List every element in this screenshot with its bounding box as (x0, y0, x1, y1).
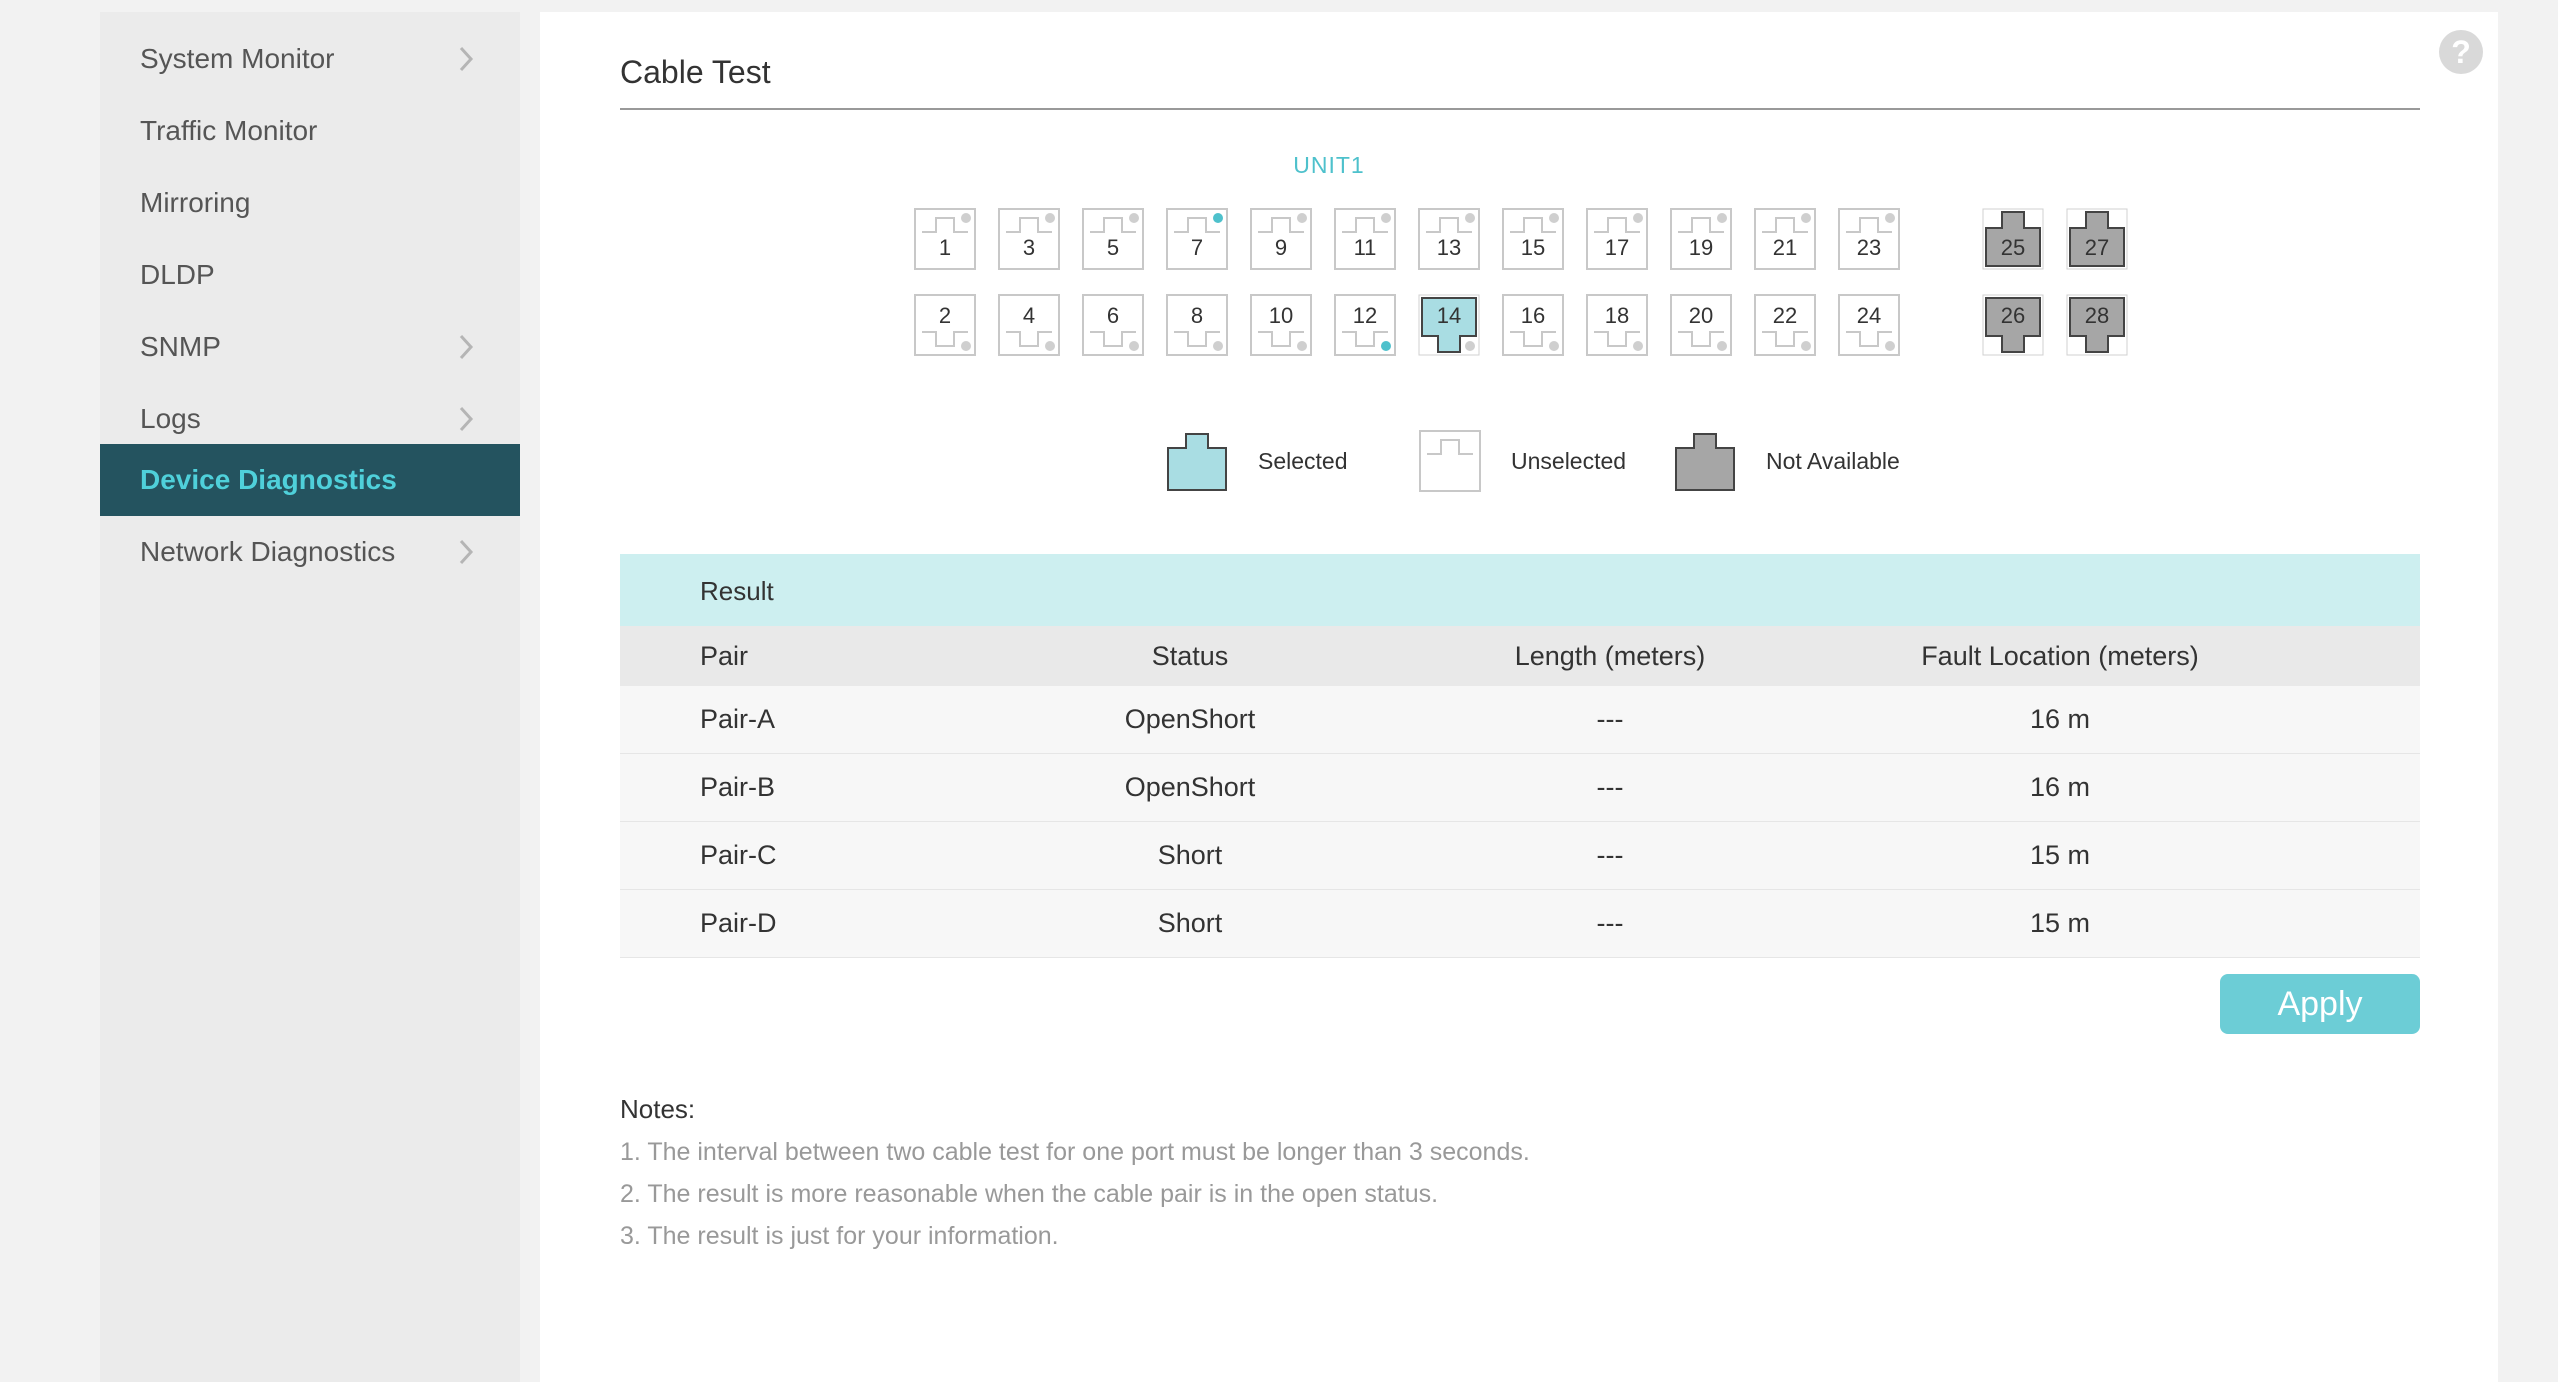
notes-title: Notes: (620, 1094, 696, 1124)
port-unselected-icon (1419, 430, 1481, 492)
result-header (620, 554, 2420, 626)
port-not-available-icon (1674, 430, 1736, 492)
port-number-label: 24 (1856, 303, 1882, 328)
sidebar-nav (100, 12, 520, 1382)
port-number-label: 2 (938, 303, 952, 328)
length-cell: --- (1596, 704, 1624, 734)
port-7[interactable] (1166, 208, 1228, 270)
port-25 (1982, 208, 2044, 270)
table-row (620, 754, 2420, 822)
title-divider (620, 108, 2420, 110)
help-icon[interactable]: ? (2439, 30, 2483, 74)
port-26 (1982, 294, 2044, 356)
sidebar-item-dldp[interactable] (100, 239, 520, 311)
port-2[interactable] (914, 294, 976, 356)
port-number-label: 21 (1772, 235, 1798, 260)
sidebar-item-label: Mirroring (140, 187, 251, 218)
sidebar-item-system-monitor[interactable] (100, 23, 520, 95)
port-3[interactable] (998, 208, 1060, 270)
port-number-label: 25 (2000, 235, 2026, 260)
sidebar-item-label: Logs (140, 403, 201, 434)
port-number-label: 17 (1604, 235, 1630, 260)
chevron-right-icon (452, 45, 480, 73)
port-number-label: 19 (1688, 235, 1714, 260)
port-number-label: 1 (938, 235, 952, 260)
legend-selected (1166, 430, 1348, 492)
port-number-label: 11 (1353, 235, 1377, 260)
column-header-status: Status (1151, 640, 1229, 671)
port-28 (2066, 294, 2128, 356)
fault-location-cell: 16 m (2029, 772, 2091, 802)
column-header-length: Length (meters) (1514, 640, 1706, 671)
port-number-label: 16 (1520, 303, 1546, 328)
port-number-label: 6 (1106, 303, 1120, 328)
port-number-label: 10 (1268, 303, 1294, 328)
port-17[interactable] (1586, 208, 1648, 270)
note-item: 1. The interval between two cable test for one port must be longer than 3 seconds. (620, 1138, 1530, 1166)
port-number-label: 22 (1772, 303, 1798, 328)
port-number-label: 20 (1688, 303, 1714, 328)
port-22[interactable] (1754, 294, 1816, 356)
port-14[interactable] (1418, 294, 1480, 356)
port-number-label: 27 (2084, 235, 2110, 260)
port-number-label: 26 (2000, 303, 2026, 328)
sidebar-item-network-diagnostics[interactable] (100, 516, 520, 588)
port-10[interactable] (1250, 294, 1312, 356)
column-header-fault-location: Fault Location (meters) (1921, 640, 2199, 671)
port-20[interactable] (1670, 294, 1732, 356)
note-item: 3. The result is just for your information. (620, 1222, 1059, 1250)
port-number-label: 12 (1352, 303, 1378, 328)
column-header-pair: Pair (700, 640, 749, 671)
port-27 (2066, 208, 2128, 270)
pair-cell: Pair-D (700, 908, 777, 938)
sidebar-item-label: Network Diagnostics (140, 536, 396, 567)
status-cell: OpenShort (1124, 772, 1256, 802)
port-number-label: 23 (1856, 235, 1882, 260)
port-number-label: 8 (1190, 303, 1204, 328)
port-selected-icon (1166, 430, 1228, 492)
fault-location-cell: 16 m (2029, 704, 2091, 734)
port-11[interactable] (1334, 208, 1396, 270)
sidebar-item-label: Device Diagnostics (140, 464, 397, 495)
result-title: Result (700, 576, 774, 606)
page-title: Cable Test (620, 54, 771, 90)
port-number-label: 9 (1274, 235, 1288, 260)
port-number-label: 7 (1190, 235, 1204, 260)
sidebar-item-label: Traffic Monitor (140, 115, 318, 146)
table-row (620, 822, 2420, 890)
sidebar-item-label: System Monitor (140, 43, 335, 74)
port-9[interactable] (1250, 208, 1312, 270)
chevron-right-icon (452, 333, 480, 361)
port-15[interactable] (1502, 208, 1564, 270)
legend-not-available (1674, 430, 1900, 492)
fault-location-cell: 15 m (2029, 840, 2091, 870)
port-16[interactable] (1502, 294, 1564, 356)
unit-label: UNIT1 (1293, 152, 1365, 178)
table-row (620, 686, 2420, 754)
port-number-label: 14 (1436, 303, 1462, 328)
length-cell: --- (1596, 840, 1624, 870)
port-number-label: 15 (1520, 235, 1546, 260)
table-row (620, 890, 2420, 958)
main-panel (540, 12, 2498, 1382)
table-header-row (620, 626, 2420, 686)
legend-unselected (1419, 430, 1626, 492)
port-23[interactable] (1838, 208, 1900, 270)
pair-cell: Pair-B (700, 772, 776, 802)
sidebar-item-label: SNMP (140, 331, 221, 362)
length-cell: --- (1596, 772, 1624, 802)
legend-unselected-label: Unselected (1511, 447, 1627, 474)
fault-location-cell: 15 m (2029, 908, 2091, 938)
port-1[interactable] (914, 208, 976, 270)
sidebar-item-snmp[interactable] (100, 311, 520, 383)
status-cell: OpenShort (1124, 704, 1256, 734)
port-number-label: 5 (1106, 235, 1120, 260)
port-4[interactable] (998, 294, 1060, 356)
sidebar-item-label: DLDP (140, 259, 215, 290)
legend-selected-label: Selected (1258, 447, 1348, 474)
pair-cell: Pair-A (700, 704, 776, 734)
port-13[interactable] (1418, 208, 1480, 270)
port-number-label: 13 (1436, 235, 1462, 260)
status-cell: Short (1157, 840, 1223, 870)
length-cell: --- (1596, 908, 1624, 938)
port-19[interactable] (1670, 208, 1732, 270)
chevron-right-icon (452, 538, 480, 566)
port-number-label: 28 (2084, 303, 2110, 328)
port-number-label: 18 (1604, 303, 1630, 328)
port-6[interactable] (1082, 294, 1144, 356)
port-number-label: 3 (1022, 235, 1036, 260)
port-number-label: 4 (1022, 303, 1036, 328)
note-item: 2. The result is more reasonable when the cable pair is in the open status. (620, 1180, 1439, 1208)
legend-not-available-label: Not Available (1766, 447, 1900, 474)
port-18[interactable] (1586, 294, 1648, 356)
port-12[interactable] (1334, 294, 1396, 356)
apply-button[interactable]: Apply (2220, 974, 2420, 1034)
sidebar-item-device-diagnostics[interactable] (100, 444, 520, 516)
port-5[interactable] (1082, 208, 1144, 270)
chevron-right-icon (452, 405, 480, 433)
status-cell: Short (1157, 908, 1223, 938)
pair-cell: Pair-C (700, 840, 777, 870)
port-8[interactable] (1166, 294, 1228, 356)
port-24[interactable] (1838, 294, 1900, 356)
port-21[interactable] (1754, 208, 1816, 270)
